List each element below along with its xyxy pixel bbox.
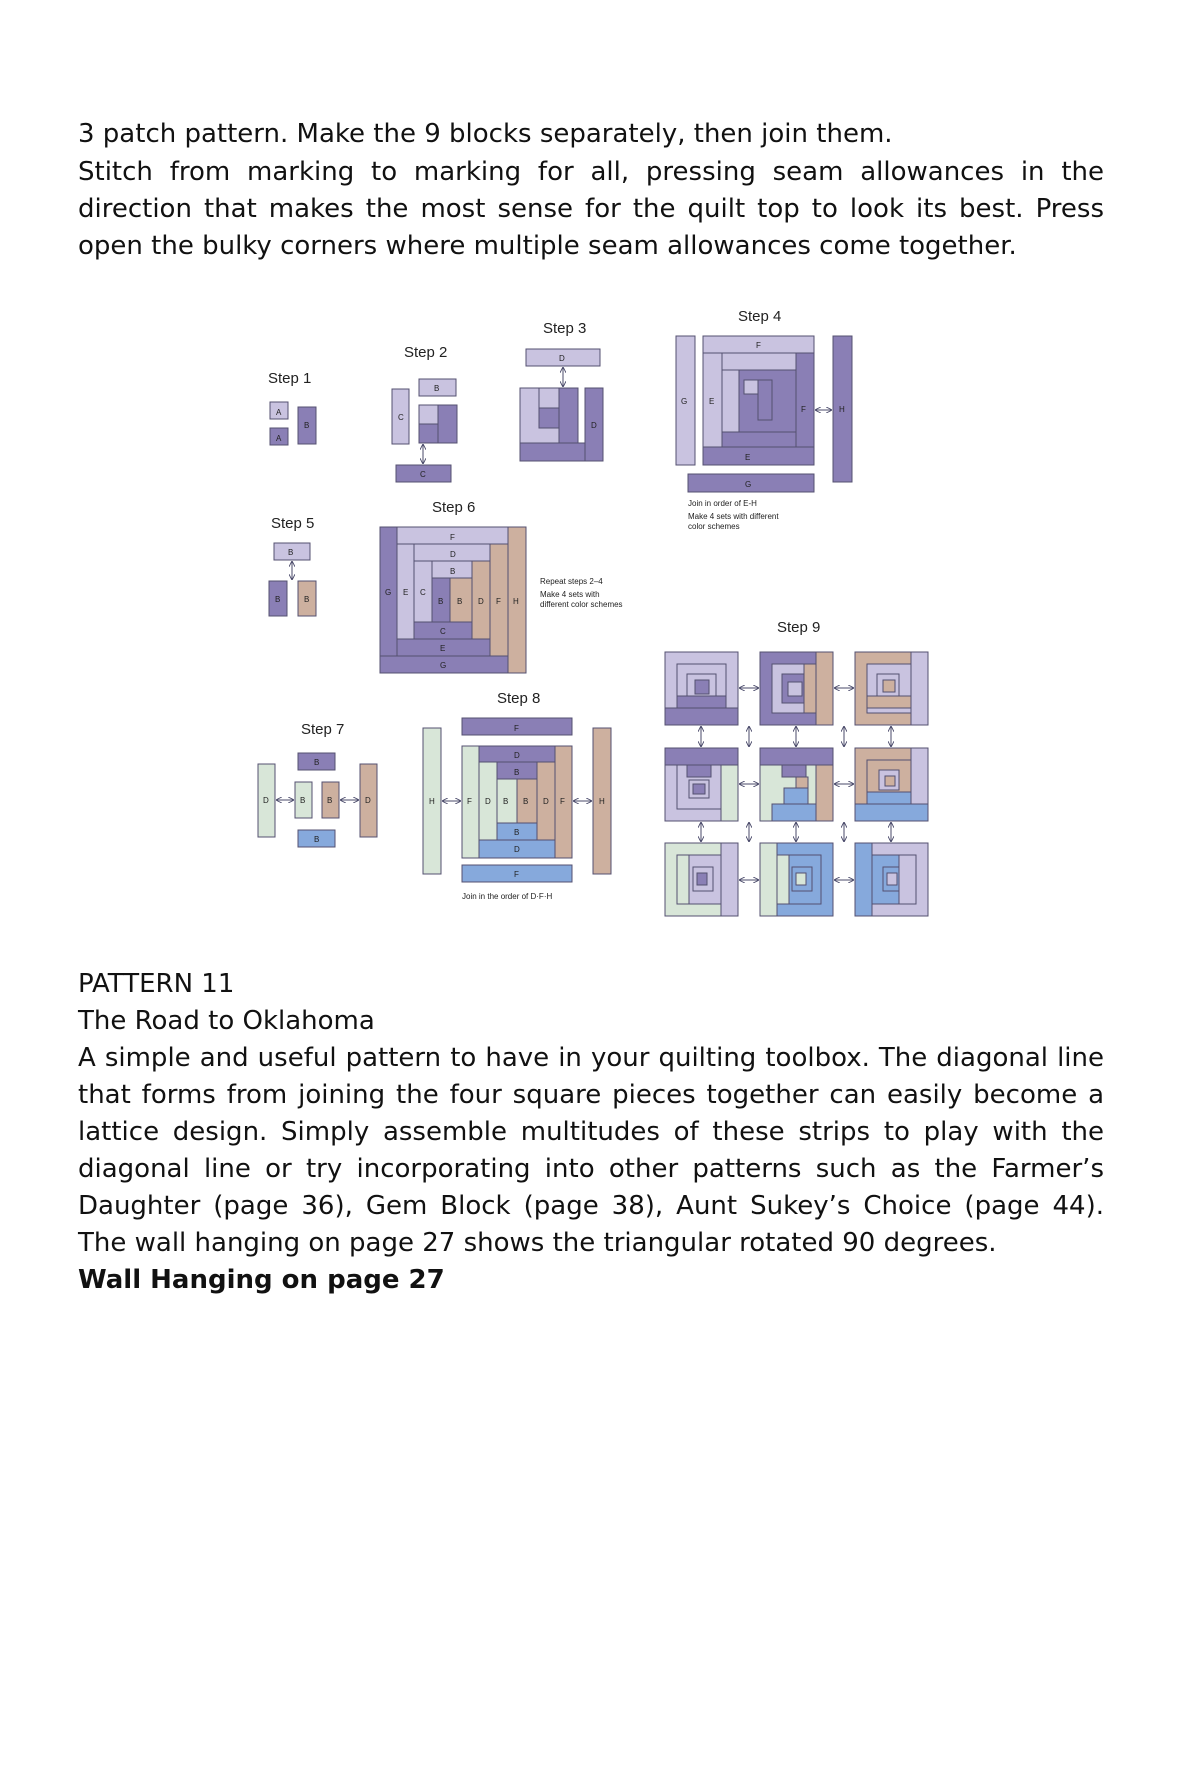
quilt-block-4 xyxy=(665,748,738,821)
step-8-label: Step 8 xyxy=(497,690,541,707)
svg-text:G: G xyxy=(681,397,688,406)
svg-text:D: D xyxy=(263,796,269,805)
svg-text:E: E xyxy=(709,397,715,406)
step-4-label: Step 4 xyxy=(738,308,782,325)
step-4-note-3: color schemes xyxy=(688,522,740,531)
svg-text:F: F xyxy=(450,533,455,542)
svg-text:D: D xyxy=(543,797,549,806)
svg-text:A: A xyxy=(276,434,282,443)
svg-text:B: B xyxy=(288,548,294,557)
svg-text:B: B xyxy=(523,797,529,806)
svg-text:B: B xyxy=(275,595,281,604)
pattern-body: A simple and useful pattern to have in your quilting toolbox. The diagonal line that forms from joining the four square pieces together can easily become a lattice design. Simply assemble multitudes of these strips to play with the diagonal line or try incorporating into other patterns such as the Farmer’s Daughter (page 36), Gem Block (page 38), Aunt Sukey’s Choice (page 44). The wall hanging on page 27 shows the triangular rotated 90 degrees. xyxy=(78,1043,1104,1258)
svg-text:B: B xyxy=(327,796,333,805)
svg-text:H: H xyxy=(599,797,605,806)
svg-text:D: D xyxy=(591,421,597,430)
svg-text:G: G xyxy=(440,661,447,670)
svg-text:B: B xyxy=(503,797,509,806)
svg-text:B: B xyxy=(434,384,440,393)
svg-text:F: F xyxy=(467,797,472,806)
quilt-block-1 xyxy=(665,652,738,725)
svg-text:E: E xyxy=(745,453,751,462)
svg-text:D: D xyxy=(478,597,484,606)
step-4-note-1: Join in order of E-H xyxy=(688,499,757,508)
svg-text:F: F xyxy=(756,341,761,350)
svg-text:C: C xyxy=(398,413,404,422)
intro-paragraph: Stitch from marking to marking for all, pressing seam allowances in the direction that makes the most sense for the quilt top to look its best. Press open the bulky corners where multiple seam allowances come together. xyxy=(78,157,1104,261)
svg-text:F: F xyxy=(560,797,565,806)
svg-text:E: E xyxy=(440,644,446,653)
svg-text:G: G xyxy=(745,480,752,489)
svg-text:B: B xyxy=(314,835,320,844)
svg-text:B: B xyxy=(450,567,456,576)
step-4-note-2: Make 4 sets with different xyxy=(688,512,779,521)
svg-text:F: F xyxy=(514,870,519,879)
step-6-note-2: Make 4 sets with xyxy=(540,590,600,599)
svg-text:B: B xyxy=(304,421,310,430)
step-1-label: Step 1 xyxy=(268,370,312,387)
svg-text:C: C xyxy=(440,627,446,636)
svg-text:D: D xyxy=(514,845,520,854)
svg-text:B: B xyxy=(514,828,520,837)
svg-text:C: C xyxy=(420,470,426,479)
svg-text:F: F xyxy=(801,405,806,414)
svg-text:D: D xyxy=(485,797,491,806)
svg-text:F: F xyxy=(514,724,519,733)
pattern-title: The Road to Oklahoma xyxy=(78,1006,375,1036)
svg-text:H: H xyxy=(839,405,845,414)
step-6-label: Step 6 xyxy=(432,499,476,516)
svg-text:D: D xyxy=(559,354,565,363)
svg-text:B: B xyxy=(514,768,520,777)
step-8-note: Join in the order of D·F·H xyxy=(462,892,553,901)
quilt-block-3 xyxy=(855,652,928,725)
svg-text:H: H xyxy=(429,797,435,806)
svg-text:A: A xyxy=(276,408,282,417)
step-6-note-3: different color schemes xyxy=(540,600,623,609)
quilt-block-7 xyxy=(665,843,738,916)
svg-text:E: E xyxy=(403,588,409,597)
quilt-block-9 xyxy=(855,843,928,916)
svg-text:B: B xyxy=(314,758,320,767)
svg-text:G: G xyxy=(385,588,392,597)
step-5-label: Step 5 xyxy=(271,515,315,532)
quilt-block-6 xyxy=(855,748,928,821)
wall-hanging-note: Wall Hanging on page 27 xyxy=(78,1265,445,1295)
svg-text:D: D xyxy=(514,751,520,760)
pattern-heading: PATTERN 11 xyxy=(78,969,235,999)
svg-text:D: D xyxy=(365,796,371,805)
svg-text:B: B xyxy=(304,595,310,604)
svg-text:B: B xyxy=(438,597,444,606)
intro-line-1: 3 patch pattern. Make the 9 blocks separately, then join them. xyxy=(78,119,893,149)
svg-text:D: D xyxy=(450,550,456,559)
svg-text:F: F xyxy=(496,597,501,606)
quilt-block-8 xyxy=(760,843,833,916)
svg-text:H: H xyxy=(513,597,519,606)
quilt-block-5 xyxy=(760,748,833,821)
step-3-label: Step 3 xyxy=(543,320,587,337)
svg-text:B: B xyxy=(457,597,463,606)
quilt-block-2 xyxy=(760,652,833,725)
step-7-label: Step 7 xyxy=(301,721,345,738)
svg-text:C: C xyxy=(420,588,426,597)
step-2-label: Step 2 xyxy=(404,344,448,361)
step-6-note-1: Repeat steps 2–4 xyxy=(540,577,603,586)
svg-text:B: B xyxy=(300,796,306,805)
step-9-label: Step 9 xyxy=(777,619,821,636)
